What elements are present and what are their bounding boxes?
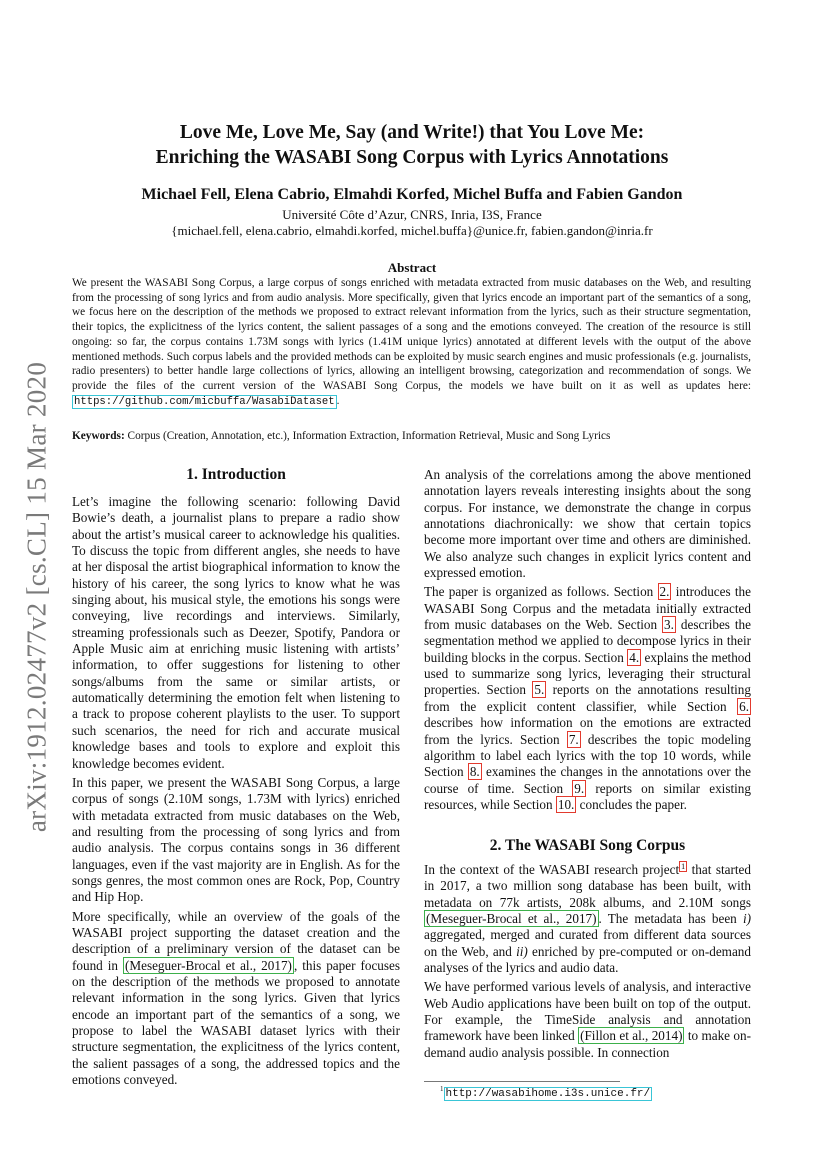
section-heading-introduction: 1. Introduction: [186, 466, 286, 483]
footnote: $^1$ http://wasabihome.i3s.unice.fr/: [440, 1085, 651, 1100]
section-heading-wasabi-corpus: 2. The WASABI Song Corpus: [489, 837, 686, 854]
section-ref-9[interactable]: 9.: [574, 780, 585, 796]
section-ref-3[interactable]: 3.: [664, 617, 674, 633]
section-ref-6[interactable]: 6.: [739, 698, 749, 714]
section-2-body: [424, 862, 751, 1061]
right-column: [424, 467, 751, 813]
intro-paragraph-3: More specifically, while an overview of the goals of the WASABI project supporting the dataset creation and the description of a preliminary version of the dataset can be found in (Meseguer-Brocal et al., 2017) , this paper focuses on the description of the methods we proposed to annotate relevant information in the song lyrics. Given that lyrics encode an important part of the semantics of a song, we propose to label the WASABI dataset lyrics with their structure segmentation, the explicitness of the lyrics content, the salient passages of a song, the addressed topics and the emotions conveyed.: [72, 908, 401, 1088]
section-ref-7[interactable]: 7.: [568, 731, 579, 747]
citation-link[interactable]: (Meseguer-Brocal et al., 2017): [426, 911, 597, 927]
intro-paragraph-5: The paper is organized as follows. Section 2. introduces the WASABI Song Corpus and the metadata initially extracted from music databases on the Web. Section 3. describes the segmentation method we applied to decompose lyrics in their building blocks in the corpus. Section 4. explains the method used to summarize song lyrics, leveraging their structural properties. Section 5. reports on the annotations resulting from the explicit content classifier, while Section 6. describes how information on the emotions are extracted from the lyrics. Section 7. describes the topic modeling algorithm to label each lyrics with the top 10 words, while Section 8. examines the changes in the annotations over the course of time. Section 9. reports on similar existing resources, while Section 10. concludes the paper.: [424, 584, 751, 812]
project-url-link[interactable]: http://wasabihome.i3s.unice.fr/: [445, 1087, 651, 1100]
intro-paragraph-2: In this paper, we present the WASABI Song Corpus, a large corpus of songs (2.10M songs, 1.73M with lyrics) enriched with metadata extracted from music databases on the Web, and resulting from the processing of song lyrics and from audio analysis. The corpus contains songs in 36 different languages, even if the vast majority are in English. As for the songs genres, the most common ones are Rock, Pop, Country and Hip Hop.: [72, 774, 400, 905]
section-ref-10[interactable]: 10.: [557, 796, 575, 812]
footnote-rule: [424, 1081, 620, 1082]
author-list: Michael Fell, Elena Cabrio, Elmahdi Korfed, Michel Buffa and Fabien Gandon: [141, 186, 683, 203]
section-ref-2[interactable]: 2.: [659, 584, 670, 600]
title-line-1: Love Me, Love Me, Say (and Write!) that You Love Me:: [179, 122, 645, 143]
title-line-2: Enriching the WASABI Song Corpus with Lyrics Annotations: [155, 147, 669, 168]
corpus-paragraph-1: In the context of the WASABI research project $^1$ that started in 2017, a two million song database has been built, with metadata on 77k artists, 208k albums, and 2.10M songs (Meseguer-Brocal et al., 2017) . The metadata has been i) aggregated, merged and curated from different data sources on the Web, and ii) enriched by pre-computed or on-demand analyses of the lyrics and audio data.: [424, 861, 752, 976]
keywords: Keywords: Corpus (Creation, Annotation, etc.), Information Extraction, Information Retrieval, Music and Song Lyrics: [72, 430, 611, 442]
left-column: [72, 494, 400, 1088]
abstract-body: We present the WASABI Song Corpus, a large corpus of songs enriched with metadata extracted from music databases on the Web, and resulting from the processing of song lyrics and from audio analysis. More specifically, given that lyrics encode an important part of the semantics of a song, we focus here on the description of the methods we proposed to extract relevant information from the lyrics, such as their structure segmentation, their topics, the explicitness of the lyrics content, the salient passages of a song and the emotions conveyed. The creation of the resource is still ongoing: so far, the corpus contains 1.73M songs with lyrics (1.41M unique lyrics) annotated at different levels with the output of the above mentioned methods. Such corpus labels and the provided methods can be exploited by music search engines and music professionals (e.g. journalists, radio presenters) to better handle large collections of lyrics, allowing an intelligent browsing, categorization and recommendation of songs. We provide the files of the current version of the WASABI Song Corpus, the models we have built on it as well as updates here: https://github.com/micbuffa/WasabiDataset .: [72, 277, 751, 408]
section-ref-8[interactable]: 8.: [469, 764, 480, 780]
footnote-marker[interactable]: 1: [681, 861, 686, 871]
arxiv-identifier: arXiv:1912.02477v2 [cs.CL] 15 Mar 2020: [21, 361, 52, 833]
citation-link[interactable]: (Fillon et al., 2014): [580, 1028, 683, 1044]
author-emails: {michael.fell, elena.cabrio, elmahdi.korfed, michel.buffa}@unice.fr, fabien.gandon@inria.fr: [171, 223, 653, 238]
citation-link[interactable]: (Meseguer-Brocal et al., 2017): [124, 957, 292, 973]
dataset-link[interactable]: https://github.com/micbuffa/WasabiDataset: [74, 395, 335, 408]
section-ref-5[interactable]: 5.: [534, 682, 545, 698]
affiliation: Université Côte d’Azur, CNRS, Inria, I3S, France: [282, 207, 542, 222]
section-ref-4[interactable]: 4.: [629, 649, 640, 665]
keywords-label: Keywords:: [72, 430, 125, 442]
corpus-paragraph-2: We have performed various levels of analysis, and interactive Web Audio applications have been built on top of the output. For example, the TimeSide analysis and annotation framework have been linked (Fillon et al., 2014) to make on-demand audio analysis possible. In connection: [424, 979, 751, 1060]
abstract-heading: Abstract: [387, 260, 437, 275]
intro-paragraph-1: Let’s imagine the following scenario: following David Bowie’s death, a journalist plans to prepare a radio show about the artist’s musical career to acknowledge his qualities. To discuss the topic from different angles, she needs to have at her disposal the artist biographical information to know the history of his career, the song lyrics to know what he was singing about, his musical style, the emotions his songs were conveying, live recordings and interviews. Similarly, streaming professionals such as Deezer, Spotify, Pandora or Apple Music aim at enriching music listening with artists’ information, to offer suggestions for listening to other songs/albums from the same or similar artists, or automatically determining the emotion felt when listening to a track to propose coherent playlists to the user. To support such scenarios, the need for rich and accurate musical knowledge bases and tools to explore and exploit this knowledge becomes evident.: [72, 494, 400, 771]
paper-title: [72, 120, 752, 170]
intro-paragraph-4: An analysis of the correlations among the above mentioned annotation layers reveals interesting insights about the song corpus. For instance, we demonstrate the change in corpus annotations diachronically: we show that certain topics become more important over time and others are diminished. We also analyze such changes in explicit lyrics content and expressed emotion.: [424, 467, 751, 581]
